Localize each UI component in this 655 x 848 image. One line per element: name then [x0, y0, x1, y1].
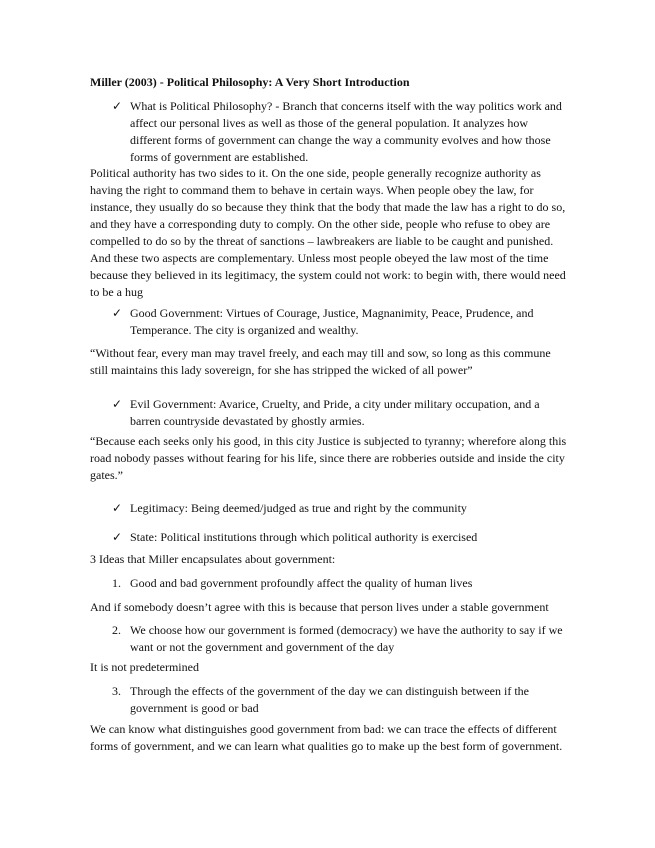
bullet-legitimacy [112, 500, 572, 517]
check-icon: ✓ [112, 306, 123, 320]
quote-good-government: “Without fear, every man may travel freely, and each may till and sow, so long as this commune still maintains this lady sovereign, for she has stripped the wicked of all power” [90, 346, 551, 377]
check-icon: ✓ [112, 530, 123, 544]
bullet-text: Legitimacy: Being deemed/judged as true and right by the community [130, 501, 467, 515]
idea-text: Good and bad government profoundly affect the quality of human lives [130, 576, 473, 590]
bullet-evil-government [112, 396, 572, 430]
paragraph-after-idea-2: It is not predetermined [90, 660, 199, 674]
idea-text: Through the effects of the government of the day we can distinguish between if the government is good or bad [130, 684, 529, 715]
idea-text: We choose how our government is formed (democracy) we have the authority to say if we want or not the government and government of the day [130, 623, 563, 654]
bullet-good-government [112, 305, 572, 339]
bullet-text: State: Political institutions through which political authority is exercised [130, 530, 478, 544]
bullet-text: Good Government: Virtues of Courage, Justice, Magnanimity, Peace, Prudence, and Temperance. The city is organized and wealthy. [130, 306, 534, 337]
idea-number: 3. [112, 684, 121, 698]
idea-item-3 [112, 683, 572, 717]
paragraph-after-idea-1: And if somebody doesn’t agree with this is because that person lives under a stable government [90, 600, 549, 614]
idea-number: 1. [112, 576, 121, 590]
bullet-state [112, 529, 572, 546]
check-icon: ✓ [112, 501, 123, 515]
paragraph-authority: Political authority has two sides to it. On the one side, people generally recognize authority as having the right to command them to behave in certain ways. When people obey the law, for instance, they usually do so because they think that the body that made the law has a right to do so, and they have a corresponding duty to comply. On the other side, people who refuse to obey are compelled to do so by the threat of sanctions – lawbreakers are liable to be caught and punished. And these two aspects are complementary. Unless most people obeyed the law most of the time because they believed in its legitimacy, the system could not work: to begin with, there would need to be a hug [90, 166, 566, 299]
idea-number: 2. [112, 623, 121, 637]
paragraph-conclusion: We can know what distinguishes good government from bad: we can trace the effects of different forms of government, and we can learn what qualities go to make up the best form of government. [90, 722, 563, 753]
ideas-intro: 3 Ideas that Miller encapsulates about government: [90, 552, 336, 566]
bullet-what-is [112, 98, 572, 166]
bullet-text: Evil Government: Avarice, Cruelty, and Pride, a city under military occupation, and a barren countryside devastated by ghostly armies. [130, 397, 540, 428]
quote-evil-government: “Because each seeks only his good, in this city Justice is subjected to tyranny; wherefore along this road nobody passes without fearing for his life, since there are robberies outside and inside the city gates.” [90, 434, 567, 482]
idea-item-2 [112, 622, 572, 656]
document-title: Miller (2003) - Political Philosophy: A Very Short Introduction [90, 75, 410, 89]
check-icon: ✓ [112, 99, 123, 113]
idea-item-1 [112, 575, 572, 592]
check-icon: ✓ [112, 397, 123, 411]
bullet-text: What is Political Philosophy? - Branch that concerns itself with the way politics work and affect our personal lives as well as those of the general population. It analyzes how different forms of government can change the way a community evolves and how those forms of government are established. [130, 99, 562, 164]
